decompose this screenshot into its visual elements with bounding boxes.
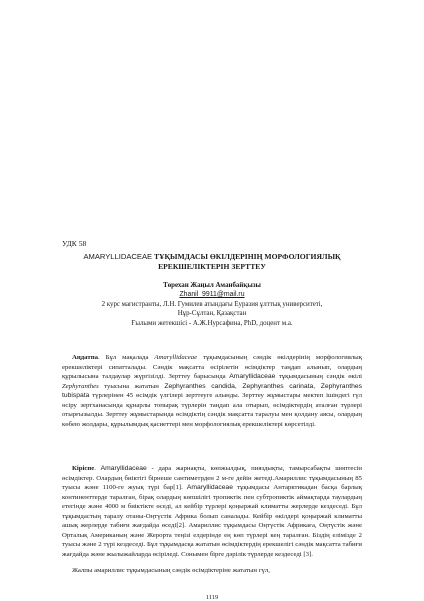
body-taxon: Amaryllidaceae [186,484,233,491]
abstract-taxon: Amaryllidaceae [154,354,198,361]
abstract-paragraph [62,353,362,429]
abstract-text: туысына жататын [98,382,165,390]
abstract-label: Аңдатпа [72,354,98,361]
abstract-text: . Бұл мақалада [97,354,155,361]
abstract-taxon: Zephyranthes [62,382,99,390]
body-taxon: Amaryllidaceae [100,465,147,472]
body-text: тұқымдасы Антарктикадан басқа барлық континенттерде таралған, бірақ олардың көпшілігі тропиктік пен субтропиктік аймақтарда таулардың етегінде және 4000 м биіктікте өседі, ал кейбір түрлері қоңыржай климатты жерлерде кездеседі. Бұл тұқымдастың таралу отаны-Оңтүстік Африка болып саналады. Кейбір өкілдері қоңыржай климатты ашық жерлерде табиғи жағдайда өседі[2]. Амариллис тұқымдасы Оңтүстік Африкаға, Оңтүстік және Орталық Американың және Жерорта теңізі елдерінде ең көп түрлері кең таралған. Біздің елімізде 2 туысы және 2 түрі кездеседі. Бұл тұқымдасқа жататын өсімдіктердің ерекшелігі сәндік мақсатта табиғи жағдайда және жылыжайларда өсіріледі. Сонымен бірге дәрілік түрлерде кездеседі [3]. [62,484,362,558]
body-text: - дара жарнақты, көпжылдық, пияздықты, тамырсабақты шөптесін өсімдіктер. Олардың биіктігі бірнеше сантиметрден 2 м-ге дейін жетеді.Амариллис тұқымдасының 85 туысы және 1100-ге жуық түрі бар[1]. [62,465,363,491]
body-text: Жалпы амариллис тұқымдасының сәндік өсімдіктеріне жататын гүл, [72,567,270,574]
page-number: 1119 [205,594,219,601]
abstract-text: тұқымдасының сәндік өкілі [275,373,362,380]
introduction-paragraph [62,464,362,559]
scientific-advisor: Ғылыми жетекшісі - А.Ж.Нурсафина, PhD, доцент м.а. [131,319,293,327]
body-text: . [94,465,101,472]
abstract-text: түрлерінен 45 өсімдік үлгілері зерттеуге алынды. Зерттеу жұмыстары мектеп ішіндегі гүл өсіру зертханасында құнарлы топырақ түрлерін таңдап ала отырып, өсімдіктердің аталған түрлері отырғызылды. Зерттеу жұмыстарында өсімдіктің сәндік мақсатта таралуы мен қолдану аясы, олардың көбею жолдары, құрылымдық қасиеттері мен морфологиялық ерекшеліктері көрсетілді. [62,392,362,428]
author-name: Төрехан Жаңыл Аманбайқызы [163,282,261,289]
abstract-taxon: Amaryllidaceae [229,373,276,380]
author-block [62,281,362,328]
body-paragraph [62,566,362,576]
article-title [62,252,362,272]
author-city: Нұр-Сұлтан, Қазақстан [177,310,247,318]
title-family-name: AMARYLLIDACEAE [83,252,153,261]
abstract-species: Zephyranthes candida, Zephyranthes carinata, Zephyranthes tubispata [62,382,362,399]
author-affiliation: 2 курс магистранты, Л.Н. Гумилев атындағы Еуразия ұлттық университеті, [101,300,323,308]
abstract-text: тұқымдасының сәндік өкілдерінің морфологиялық ерекшеліктері сипатталады. Сәндік мақсатта өсірілетін өсімдіктер таңдап алынып, олардың құрылысына талдаулар жүргізілді. Зерттеу барысында [62,354,362,380]
introduction-label: Кіріспе [72,465,95,472]
title-text: ТҰҚЫМДАСЫ ӨКІЛДЕРІНІҢ МОРФОЛОГИЯЛЫҚ ЕРЕКШЕЛІКТЕРІН ЗЕРТТЕУ [152,252,341,271]
author-email[interactable]: Zhanil_9911@mail.ru [179,291,245,299]
udc-code: УДК 58 [62,239,87,248]
